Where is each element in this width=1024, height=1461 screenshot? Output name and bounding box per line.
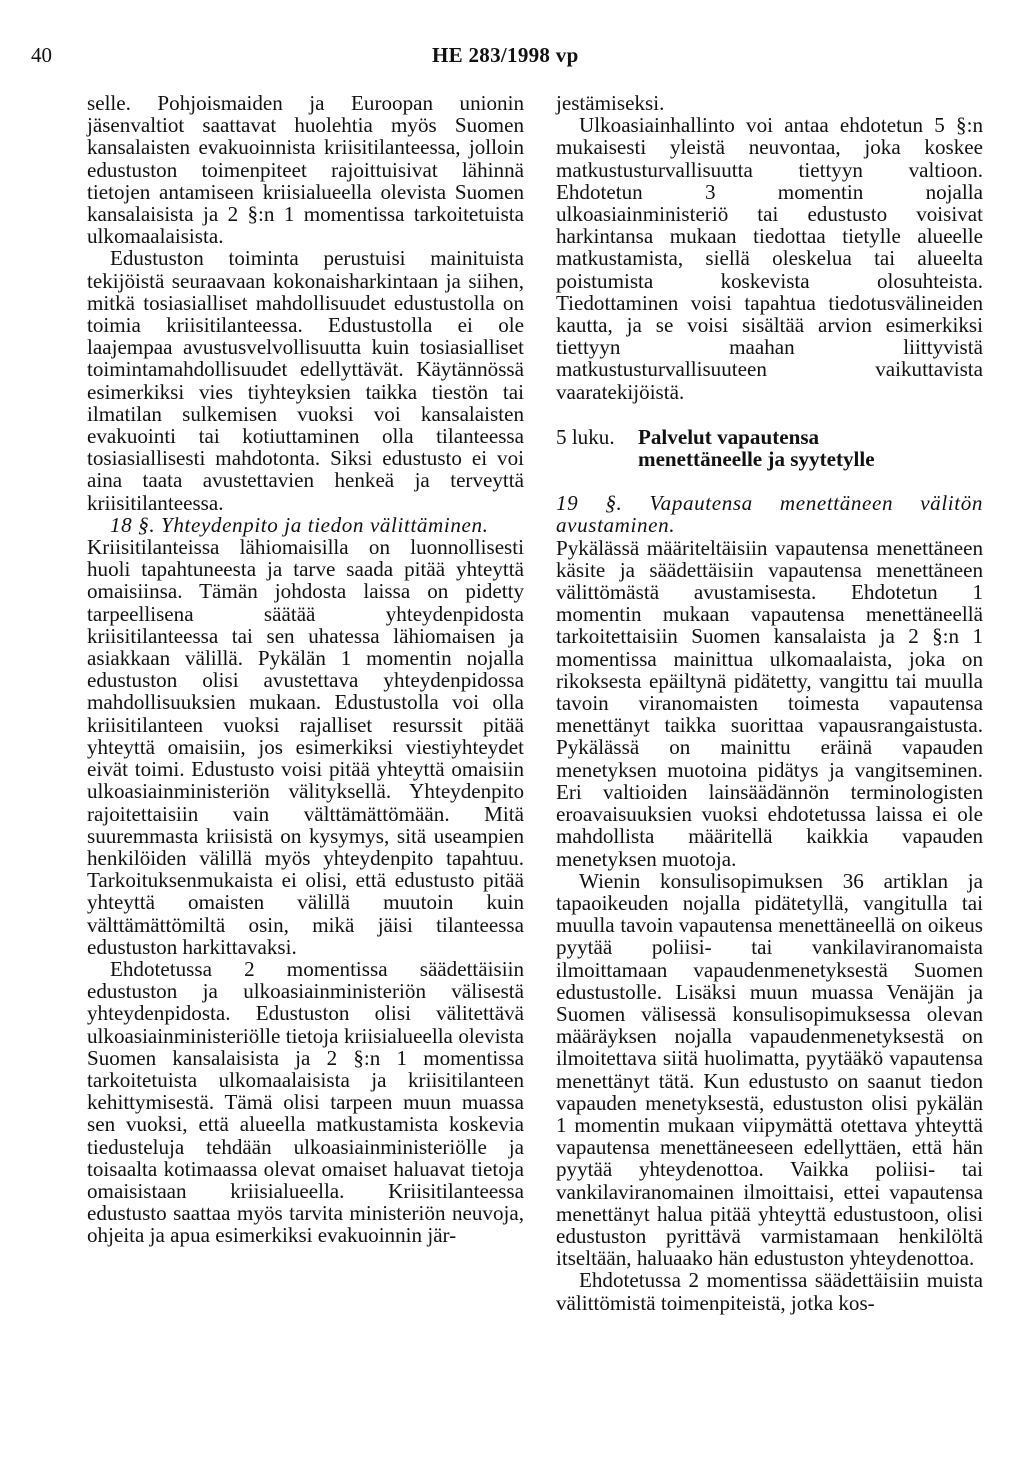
paragraph: Ehdotetussa 2 momentissa säädettäisiin edustuston ja ulkoasiainministeriön välisestä yhteydenpidosta. Edustuston olisi välitettävä ulkoasiainministeriölle tietoja kriisialueella olevista Suomen kansalaisista ja 2 §:n 1 momentissa tarkoitetuista ulkomaalaisista ja kriisitilanteen kehittymisestä. Tämä olisi tarpeen muun muassa sen vuoksi, että alueella matkustamista koskevia tiedusteluja tehdään ulkoasiainministeriölle ja toisaalta kotimaassa olevat omaiset haluavat tietoja omaisistaan kriisialueella. Kriisitilanteessa edustusto saattaa myös tarvita ministeriön neuvoja, ohjeita ja apua esimerkiksi evakuoinnin jär-: [87, 956, 524, 1248]
paragraph: Kriisitilanteissa lähiomaisilla on luonnollisesti huoli tapahtuneesta ja tarve saada pitää yhteyttä omaisiinsa. Tämän johdosta laissa on pidetty tarpeellisena säätää yhteydenpidosta kriisitilanteessa tai sen uhatessa lähiomaisen ja asiakkaan välillä. Pykälän 1 momentin nojalla edustuston olisi avustettava yhteydenpidossa mahdollisuuksien mukaan. Edustustolla voi olla kriisitilanteen vuoksi rajalliset resurssit pitää yhteyttä omaisiin, jos esimerkiksi viestiyhteydet eivät toimi. Edustusto voisi pitää yhteyttä omaisiin ulkoasiainministeriön välityksellä. Yhteydenpito rajoitettaisiin vain välttämättömään. Mitä suuremmasta kriisistä on kysymys, sitä useampien henkilöiden välillä myös yhteydenpito tapahtuu. Tarkoituksenmukaista ei olisi, että edustusto pitää yhteyttä omaisten välillä muutoin kuin välttämättömiltä osin, mikä jäisi tilanteessa edustuston harkittavaksi.: [87, 535, 524, 959]
paragraph: Pykälässä määriteltäisiin vapautensa menettäneen käsite ja säädettäisiin vapautensa menettäneen välittömästä avustamisesta. Ehdotetun 1 momentin mukaan vapautensa menettäneellä tarkoitettaisiin Suomen kansalaista ja 2 §:n 1 momentissa mainittua ulkomaalaista, joka on rikoksesta epäiltynä pidätetty, vangittu tai muulla tavoin viranomaisten toimesta vapautensa menettänyt taikka suorittaa vapausrangaistusta. Pykälässä on mainittu eräinä vapauden menetyksen muotoina pidätys ja vangitseminen. Eri valtioiden lainsäädännön terminologisten eroavaisuuksien vuoksi ehdotetussa laissa ei ole mahdollista määritellä kaikkia vapauden menetyksen muotoja.: [556, 535, 983, 871]
chapter-heading: [556, 426, 983, 470]
section-18-heading: 18 §. Yhteydenpito ja tiedon välittäminen.: [110, 512, 489, 537]
page-number: 40: [31, 43, 52, 67]
left-column: [87, 92, 524, 1247]
paragraph: Edustuston toiminta perustuisi mainituista tekijöistä seuraavaan kokonaisharkintaan ja siihen, mitkä tosiasialliset mahdollisuudet edustustolla on toimia kriisitilanteessa. Edustustolla ei ole laajempaa avustusvelvollisuutta kuin tosiasialliset toimintamahdollisuudet edellyttävät. Käytännössä esimerkiksi vies tiyhteyksien taikka tiestön tai ilmatilan sulkemisen vuoksi voi kansalaisten evakuointi tai kotiuttaminen olla tilanteessa tosiasiallisesti mahdotonta. Siksi edustusto ei voi aina taata avustettavien henkeä ja terveyttä kriisitilanteessa.: [87, 246, 524, 515]
paragraph: Ulkoasiainhallinto voi antaa ehdotetun 5 §:n mukaisesti yleistä neuvontaa, joka koskee matkustusturvallisuutta tiettyyn valtioon. Ehdotetun 3 momentin nojalla ulkoasiainministeriö tai edustusto voisivat harkintansa mukaan tiedottaa tietylle alueelle matkustamista, siellä oleskelua tai alueelta poistumista koskevista olosuhteista. Tiedottaminen voisi tapahtua tiedotusvälineiden kautta, ja se voisi sisältää arvion esimerkiksi tiettyyn maahan liittyvistä matkustusturvallisuuteen vaikuttavista vaaratekijöistä.: [556, 113, 983, 404]
document-id: HE 283/1998 vp: [432, 43, 579, 67]
paragraph: Wienin konsulisopimuksen 36 artiklan ja tapaoikeuden nojalla pidätetyllä, vangitulla tai muulla tavoin vapautensa menettäneellä on oikeus pyytää poliisi- tai vankilaviranomaista ilmoittamaan vapaudenmenetyksestä Suomen edustustolle. Lisäksi muun muassa Venäjän ja Suomen välisessä konsulisopimuksessa olevan määräyksen nojalla vapaudenmenetyksestä on ilmoitettava siitä huolimatta, pyytääkö vapautensa menettänyt tätä. Kun edustusto on saanut tiedon vapauden menetyksestä, edustuston olisi pykälän 1 momentin mukaan viipymättä otettava yhteyttä vapautensa menettäneeseen edellyttäen, että hän pyytää yhteydenottoa. Vaikka poliisi- tai vankilaviranomainen ilmoittaisi, ettei vapautensa menettänyt halua pitää yhteyttä edustustoon, olisi edustuston pyrittävä varmistamaan henkilöltä itseltään, haluaako hän edustuston yhteydenottoa.: [556, 868, 983, 1271]
chapter-title: Palvelut vapautensa menettäneelle ja syytetylle: [638, 424, 875, 472]
paragraph: selle. Pohjoismaiden ja Euroopan unionin jäsenvaltiot saattavat huolehtia myös Suomen kansalaisten evakuoinnista kriisitilanteessa, jolloin edustuston toimenpiteet rajoittuisivat lähinnä tietojen antamiseen kriisialueella olevista Suomen kansalaisista ja 2 §:n 1 momentissa tarkoitetuista ulkomaalaisista.: [87, 91, 524, 249]
paragraph: Ehdotetussa 2 momentissa säädettäisiin muista välittömistä toimenpiteistä, jotka kos-: [556, 1268, 983, 1315]
chapter-number: 5 luku.: [556, 424, 615, 449]
section-19-heading: 19 §. Vapautensa menettäneen välitön avustaminen.: [556, 491, 983, 538]
paragraph: jestämiseksi.: [556, 91, 665, 115]
right-column: [556, 92, 983, 1314]
